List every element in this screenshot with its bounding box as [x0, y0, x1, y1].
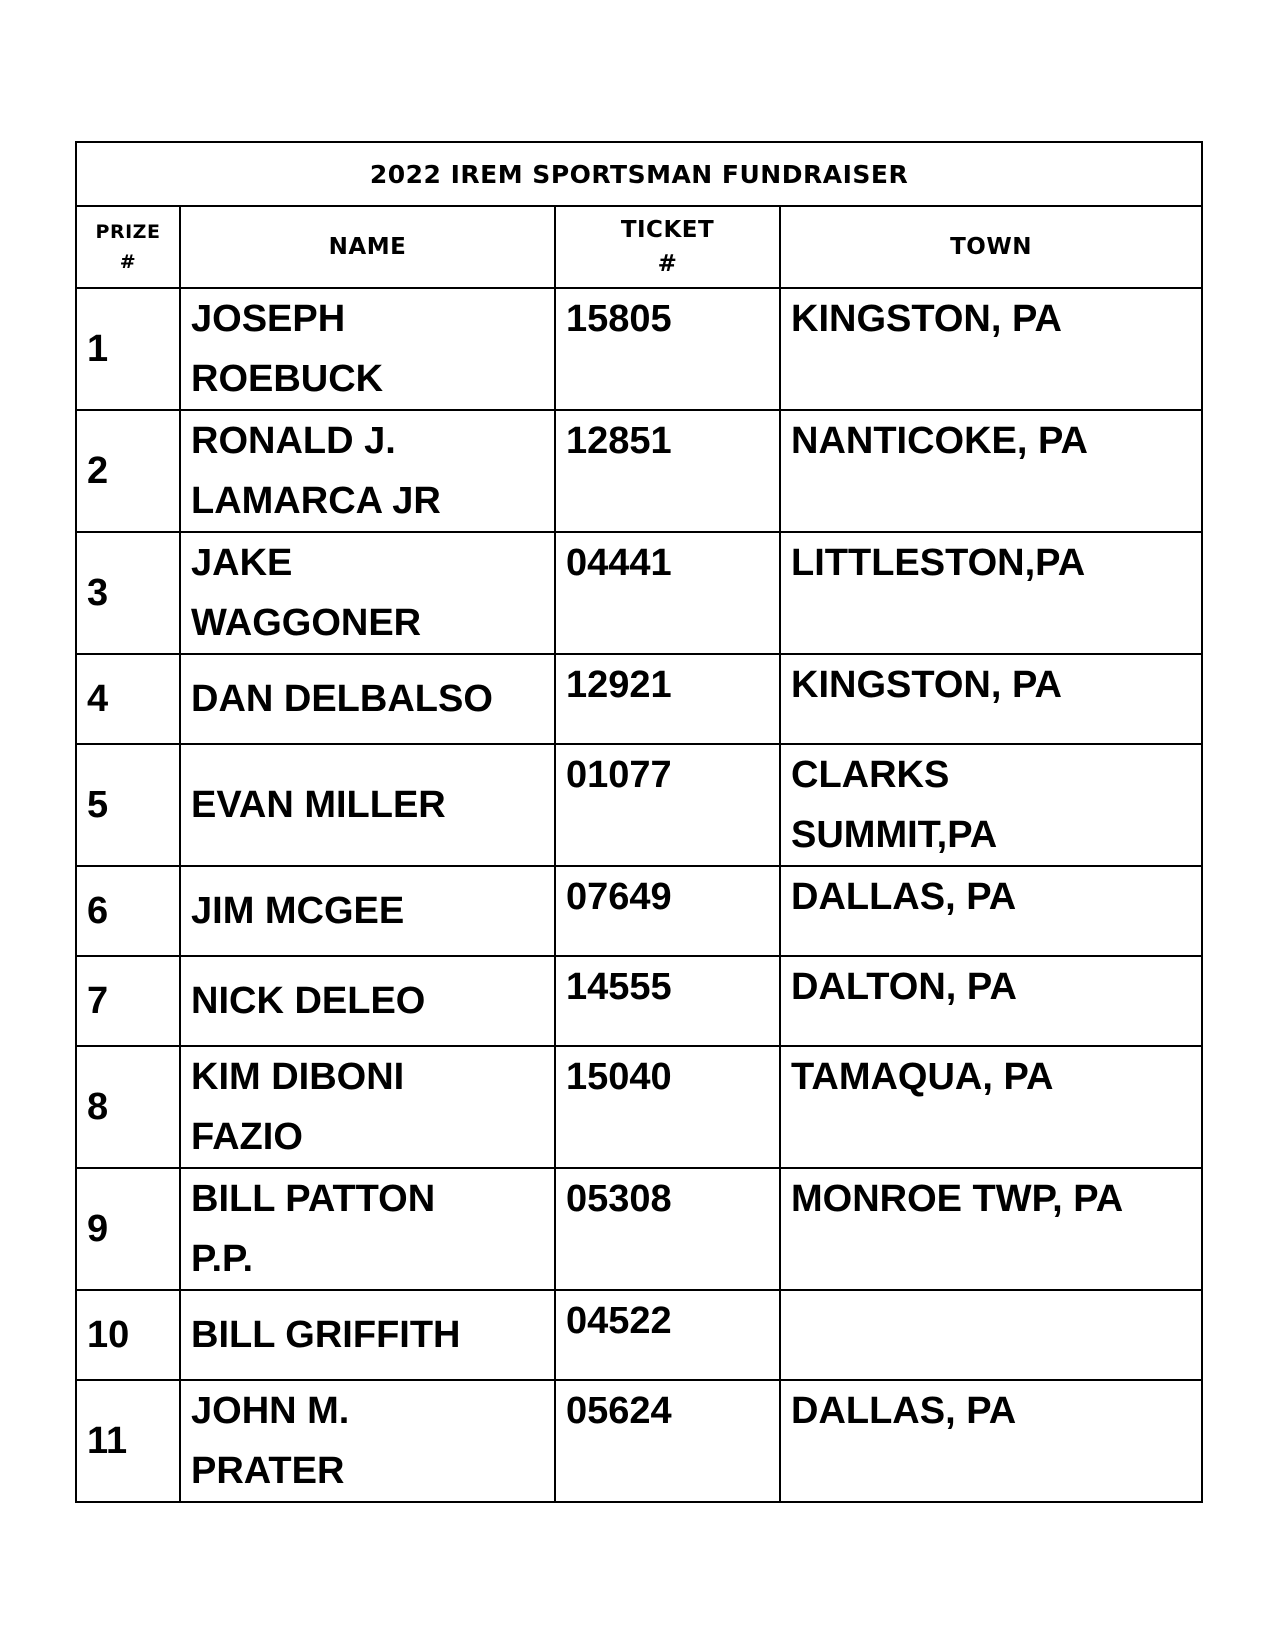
town-line1: LITTLESTON,PA [791, 542, 1086, 584]
prize-cell [76, 956, 180, 1046]
town-cell [780, 288, 1202, 410]
winner-name-line1: JAKE [191, 542, 293, 584]
prize-number: 1 [87, 328, 109, 370]
town-line1: CLARKS [791, 754, 950, 796]
town-cell [780, 1380, 1202, 1502]
header-ticket [555, 206, 780, 288]
prize-number: 8 [87, 1086, 109, 1128]
table-row [76, 654, 1202, 744]
name-cell [180, 654, 555, 744]
ticket-number: 04522 [566, 1300, 672, 1342]
prize-number: 4 [87, 678, 109, 720]
ticket-cell [555, 956, 780, 1046]
table-row [76, 1380, 1202, 1502]
winner-name-line1: JOHN M. [191, 1390, 350, 1432]
town-line1: KINGSTON, PA [791, 298, 1062, 340]
town-line1: MONROE TWP, PA [791, 1178, 1124, 1220]
winner-name-line2: ROEBUCK [191, 358, 384, 400]
name-cell [180, 1290, 555, 1380]
header-name: NAME [180, 206, 555, 288]
town-cell [780, 1290, 1202, 1380]
ticket-cell [555, 654, 780, 744]
ticket-number: 05624 [566, 1390, 672, 1432]
ticket-cell [555, 1046, 780, 1168]
prize-number: 9 [87, 1208, 109, 1250]
name-cell [180, 1380, 555, 1502]
town-line1: NANTICOKE, PA [791, 420, 1088, 462]
header-row [76, 206, 1202, 288]
town-line1: DALTON, PA [791, 966, 1017, 1008]
town-line2: SUMMIT,PA [791, 814, 998, 856]
table-row [76, 1168, 1202, 1290]
prize-cell [76, 1290, 180, 1380]
town-cell [780, 1168, 1202, 1290]
town-cell [780, 956, 1202, 1046]
name-cell [180, 866, 555, 956]
ticket-number: 07649 [566, 876, 672, 918]
header-prize [76, 206, 180, 288]
header-prize-line2: # [119, 251, 137, 273]
header-prize-line1: PRIZE [95, 221, 161, 243]
prize-number: 5 [87, 784, 109, 826]
prize-number: 3 [87, 572, 109, 614]
town-cell [780, 1046, 1202, 1168]
prize-cell [76, 654, 180, 744]
winner-name-line1: NICK DELEO [191, 980, 426, 1022]
prize-cell [76, 532, 180, 654]
table-row [76, 532, 1202, 654]
name-cell [180, 744, 555, 866]
prize-cell [76, 1046, 180, 1168]
town-cell [780, 744, 1202, 866]
name-cell [180, 1046, 555, 1168]
winner-name-line1: EVAN MILLER [191, 784, 446, 826]
winners-table [75, 141, 1203, 1503]
table-row [76, 866, 1202, 956]
town-cell [780, 410, 1202, 532]
prize-cell [76, 1168, 180, 1290]
prize-number: 11 [87, 1420, 128, 1462]
header-ticket-line2: # [657, 251, 678, 277]
ticket-number: 15805 [566, 298, 672, 340]
prize-number: 6 [87, 890, 109, 932]
ticket-cell [555, 1168, 780, 1290]
table-row [76, 1290, 1202, 1380]
table-row [76, 410, 1202, 532]
ticket-number: 12851 [566, 420, 672, 462]
town-line1: KINGSTON, PA [791, 664, 1062, 706]
prize-number: 10 [87, 1314, 130, 1356]
prize-cell [76, 288, 180, 410]
title-row [76, 142, 1202, 206]
prize-number: 2 [87, 450, 109, 492]
town-cell [780, 866, 1202, 956]
ticket-cell [555, 866, 780, 956]
table-row [76, 744, 1202, 866]
ticket-number: 15040 [566, 1056, 672, 1098]
name-cell [180, 1168, 555, 1290]
header-town: TOWN [780, 206, 1202, 288]
winner-name-line2: LAMARCA JR [191, 480, 441, 522]
table-row [76, 956, 1202, 1046]
ticket-cell [555, 1290, 780, 1380]
winner-name-line1: RONALD J. [191, 420, 396, 462]
table-row [76, 1046, 1202, 1168]
winner-name-line2: PRATER [191, 1450, 345, 1492]
winner-name-line2: WAGGONER [191, 602, 422, 644]
prize-number: 7 [87, 980, 109, 1022]
town-cell [780, 654, 1202, 744]
prize-cell [76, 744, 180, 866]
winner-name-line2: FAZIO [191, 1116, 303, 1158]
name-cell [180, 956, 555, 1046]
prize-cell [76, 866, 180, 956]
name-cell [180, 288, 555, 410]
ticket-cell [555, 1380, 780, 1502]
winner-name-line1: JIM MCGEE [191, 890, 405, 932]
header-ticket-line1: TICKET [620, 217, 715, 243]
ticket-number: 01077 [566, 754, 672, 796]
prize-cell [76, 1380, 180, 1502]
ticket-number: 14555 [566, 966, 672, 1008]
winner-name-line1: JOSEPH [191, 298, 346, 340]
town-line1: TAMAQUA, PA [791, 1056, 1054, 1098]
prize-cell [76, 410, 180, 532]
ticket-cell [555, 288, 780, 410]
ticket-number: 12921 [566, 664, 672, 706]
winner-name-line2: P.P. [191, 1238, 254, 1280]
winner-name-line1: KIM DIBONI [191, 1056, 405, 1098]
winner-name-line1: DAN DELBALSO [191, 678, 493, 720]
town-cell [780, 532, 1202, 654]
town-line1: DALLAS, PA [791, 1390, 1017, 1432]
ticket-cell [555, 744, 780, 866]
ticket-number: 04441 [566, 542, 672, 584]
ticket-cell [555, 532, 780, 654]
name-cell [180, 410, 555, 532]
winner-name-line1: BILL PATTON [191, 1178, 436, 1220]
winner-name-line1: BILL GRIFFITH [191, 1314, 461, 1356]
table-row [76, 288, 1202, 410]
ticket-number: 05308 [566, 1178, 672, 1220]
table-title: 2022 IREM SPORTSMAN FUNDRAISER [76, 142, 1202, 206]
ticket-cell [555, 410, 780, 532]
name-cell [180, 532, 555, 654]
town-line1: DALLAS, PA [791, 876, 1017, 918]
